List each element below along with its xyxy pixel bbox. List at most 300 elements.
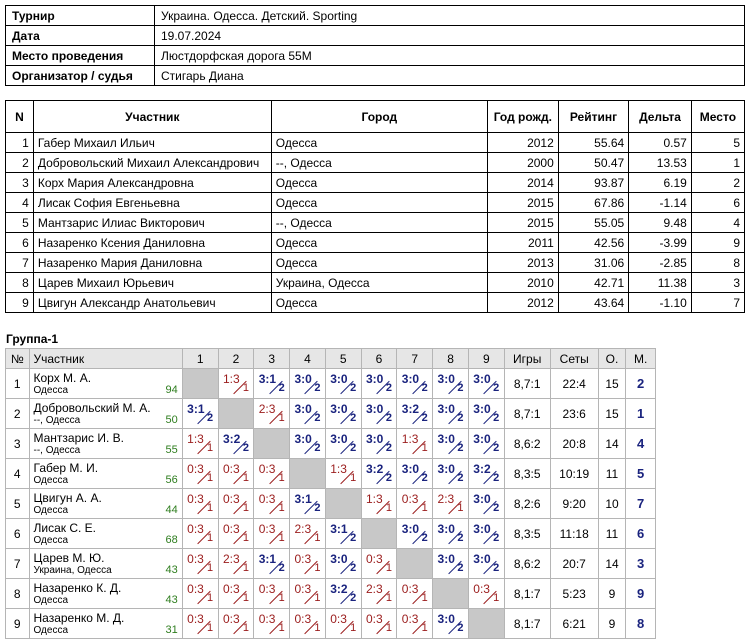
match-score [292, 551, 322, 573]
participant-cell: Корх Мария Александровна [33, 173, 271, 193]
participant-cell: 0.57 [629, 133, 692, 153]
participant-cell: 4 [6, 193, 34, 213]
match-score [221, 491, 251, 513]
match-score [471, 461, 501, 483]
match-points: 2 [421, 532, 428, 544]
match-score [185, 401, 215, 423]
participant-cell: 2015 [487, 213, 558, 233]
group-points: 14 [598, 549, 626, 579]
participants-header: Место [691, 101, 744, 133]
participant-cell: 31.06 [558, 253, 628, 273]
match-result-cell [433, 609, 469, 639]
match-result-cell [254, 519, 290, 549]
match-score [221, 611, 251, 633]
player-name: Царев М. Ю. [33, 551, 105, 565]
match-score-value: 0:3 [258, 492, 276, 506]
match-points: 1 [242, 622, 249, 634]
player-rating: 55 [165, 444, 178, 456]
participant-row [6, 273, 745, 293]
match-score-value: 3:0 [294, 372, 312, 386]
group-sets: 6:21 [550, 609, 598, 639]
match-score-value: 3:0 [294, 432, 312, 446]
match-points: 1 [421, 622, 428, 634]
grid-header-no: № [6, 349, 30, 369]
match-score-value: 3:2 [473, 462, 491, 476]
match-score [221, 581, 251, 603]
participant-cell: 42.56 [558, 233, 628, 253]
participant-cell: 9 [691, 233, 744, 253]
player-rating: 94 [165, 384, 178, 396]
group-points: 10 [598, 489, 626, 519]
grid-header-opponent: 5 [325, 349, 361, 369]
match-score [292, 491, 322, 513]
match-score-value: 3:0 [473, 492, 491, 506]
group-sets: 22:4 [550, 369, 598, 399]
info-row [6, 66, 745, 86]
place-value: 6 [637, 526, 645, 541]
diagonal-cell [397, 549, 433, 579]
group-sets: 5:23 [550, 579, 598, 609]
participants-header: Город [271, 101, 487, 133]
participant-cell: 2013 [487, 253, 558, 273]
match-points: 2 [457, 562, 464, 574]
match-result-cell [468, 519, 504, 549]
match-score [257, 551, 287, 573]
group-points: 11 [598, 459, 626, 489]
match-result-cell [290, 399, 326, 429]
match-points: 2 [421, 382, 428, 394]
match-score [400, 491, 430, 513]
match-score [400, 611, 430, 633]
match-result-cell [290, 579, 326, 609]
participant-row [6, 213, 745, 233]
place-value: 8 [637, 616, 645, 631]
participant-row [6, 133, 745, 153]
group-row-no: 7 [6, 549, 30, 579]
grid-header-place: М. [626, 349, 656, 369]
match-score-value: 3:0 [330, 552, 348, 566]
match-points: 1 [278, 622, 285, 634]
match-score-value: 3:0 [401, 462, 420, 476]
match-points: 2 [457, 442, 464, 454]
group-player-cell [29, 399, 182, 429]
group-row [6, 369, 656, 399]
participant-cell: 2 [6, 153, 34, 173]
group-place [626, 489, 656, 519]
match-result-cell [397, 579, 433, 609]
info-label: Место проведения [6, 46, 155, 66]
match-score-value: 0:3 [258, 612, 276, 626]
participant-cell: Назаренко Ксения Даниловна [33, 233, 271, 253]
match-score-value: 3:0 [437, 462, 455, 476]
participant-row [6, 153, 745, 173]
match-result-cell [218, 519, 254, 549]
match-score-value: 3:0 [437, 522, 455, 536]
match-result-cell [361, 489, 397, 519]
group-row [6, 429, 656, 459]
match-result-cell [325, 369, 361, 399]
match-result-cell [397, 399, 433, 429]
match-score [436, 611, 466, 633]
group-player-cell [29, 609, 182, 639]
participant-cell: 6.19 [629, 173, 692, 193]
group-player-cell [29, 519, 182, 549]
player-rating: 43 [165, 564, 178, 576]
match-result-cell [218, 429, 254, 459]
match-points: 1 [242, 502, 249, 514]
grid-header-opponent: 8 [433, 349, 469, 369]
match-score-value: 3:0 [437, 552, 455, 566]
match-result-cell [290, 549, 326, 579]
match-score-value: 3:0 [473, 552, 491, 566]
match-score-value: 2:3 [437, 492, 455, 506]
match-result-cell [397, 429, 433, 459]
diagonal-cell [254, 429, 290, 459]
participant-cell: 93.87 [558, 173, 628, 193]
match-score [364, 461, 394, 483]
participant-cell: 43.64 [558, 293, 628, 313]
match-score-value: 3:0 [473, 402, 491, 416]
participant-cell: 9.48 [629, 213, 692, 233]
match-score [185, 431, 215, 453]
match-score-value: 3:0 [294, 402, 312, 416]
match-score-value: 3:0 [330, 402, 348, 416]
group-games: 8,2:6 [504, 489, 550, 519]
match-score-value: 0:3 [258, 522, 276, 536]
participant-cell: 3 [6, 173, 34, 193]
match-score [257, 401, 287, 423]
group-place [626, 519, 656, 549]
participant-cell: Одесса [271, 173, 487, 193]
group-games: 8,7:1 [504, 399, 550, 429]
match-result-cell [468, 399, 504, 429]
match-points: 2 [493, 382, 500, 394]
match-score [257, 611, 287, 633]
player-name: Назаренко М. Д. [33, 611, 125, 625]
match-score-value: 0:3 [222, 462, 240, 476]
match-result-cell [468, 549, 504, 579]
match-score-value: 3:0 [437, 402, 455, 416]
match-points: 1 [207, 472, 214, 484]
match-score [185, 551, 215, 573]
match-result-cell [254, 609, 290, 639]
player-city: Одесса [33, 475, 69, 486]
group-points: 9 [598, 609, 626, 639]
match-score-value: 3:2 [222, 432, 241, 446]
match-result-cell [290, 609, 326, 639]
participant-cell: 3 [691, 273, 744, 293]
grid-header-opponent: 7 [397, 349, 433, 369]
player-name: Лисак С. Е. [33, 521, 97, 535]
match-result-cell [254, 579, 290, 609]
info-row [6, 26, 745, 46]
group-player-cell [29, 579, 182, 609]
match-score [364, 371, 394, 393]
match-score-value: 3:1 [330, 522, 348, 536]
player-rating: 44 [165, 504, 178, 516]
match-score-value: 0:3 [294, 582, 312, 596]
player-city: Одесса [33, 595, 69, 606]
match-points: 2 [493, 532, 500, 544]
diagonal-cell [325, 489, 361, 519]
match-points: 2 [457, 472, 464, 484]
match-score [400, 521, 430, 543]
participant-cell: 2012 [487, 293, 558, 313]
participant-cell: -1.14 [629, 193, 692, 213]
match-result-cell [433, 519, 469, 549]
group-games: 8,6:2 [504, 429, 550, 459]
match-points: 2 [350, 562, 357, 574]
match-points: 1 [207, 592, 214, 604]
match-points: 2 [207, 412, 214, 424]
match-score [221, 371, 251, 393]
match-score-value: 1:3 [366, 492, 383, 506]
participant-cell: Одесса [271, 133, 487, 153]
match-points: 1 [207, 532, 214, 544]
match-score [185, 581, 215, 603]
player-rating: 50 [165, 414, 178, 426]
match-points: 1 [207, 442, 214, 454]
match-result-cell [361, 429, 397, 459]
player-city: --, Одесса [33, 445, 81, 456]
match-points: 2 [242, 442, 249, 454]
match-score [185, 491, 215, 513]
match-score [471, 431, 501, 453]
match-points: 1 [385, 592, 392, 604]
match-points: 2 [421, 472, 428, 484]
group-row [6, 459, 656, 489]
match-score [328, 551, 358, 573]
group-place [626, 429, 656, 459]
match-points: 2 [314, 502, 321, 514]
match-score-value: 3:0 [473, 372, 491, 386]
match-score-value: 3:0 [401, 372, 420, 386]
participant-cell: --, Одесса [271, 153, 487, 173]
group-games: 8,7:1 [504, 369, 550, 399]
match-score [436, 491, 466, 513]
group-sets: 20:8 [550, 429, 598, 459]
match-score [328, 581, 358, 603]
participant-cell: 6 [6, 233, 34, 253]
participant-cell: -3.99 [629, 233, 692, 253]
group-row [6, 579, 656, 609]
grid-header-opponent: 9 [468, 349, 504, 369]
match-result-cell [254, 399, 290, 429]
participant-row [6, 233, 745, 253]
match-score [436, 401, 466, 423]
match-points: 2 [457, 382, 464, 394]
group-sets: 9:20 [550, 489, 598, 519]
participant-row [6, 293, 745, 313]
match-result-cell [468, 369, 504, 399]
group-player-cell [29, 549, 182, 579]
match-points: 2 [385, 442, 392, 454]
match-score [328, 371, 358, 393]
match-points: 2 [314, 442, 321, 454]
match-score [400, 431, 430, 453]
participant-cell: 1 [691, 153, 744, 173]
diagonal-cell [361, 519, 397, 549]
match-score-value: 0:3 [187, 582, 204, 596]
group-row [6, 519, 656, 549]
match-result-cell [182, 459, 218, 489]
match-points: 1 [385, 502, 392, 514]
info-value: Украина. Одесса. Детский. Sporting [155, 6, 745, 26]
match-score-value: 3:0 [366, 402, 384, 416]
match-result-cell [433, 399, 469, 429]
match-result-cell [325, 609, 361, 639]
match-result-cell [182, 429, 218, 459]
group-row [6, 549, 656, 579]
match-result-cell [182, 519, 218, 549]
group-points: 14 [598, 429, 626, 459]
match-result-cell [397, 369, 433, 399]
match-points: 2 [421, 412, 428, 424]
group-player-cell [29, 489, 182, 519]
match-score [221, 461, 251, 483]
match-points: 1 [385, 562, 392, 574]
match-points: 1 [421, 592, 428, 604]
match-score [400, 371, 430, 393]
group-games: 8,3:5 [504, 519, 550, 549]
match-score [364, 611, 394, 633]
group-place [626, 609, 656, 639]
group-row-no: 2 [6, 399, 30, 429]
diagonal-cell [182, 369, 218, 399]
match-result-cell [254, 489, 290, 519]
group-row-no: 9 [6, 609, 30, 639]
participant-cell: 5 [6, 213, 34, 233]
match-score-value: 0:3 [222, 582, 240, 596]
match-score-value: 0:3 [294, 612, 312, 626]
match-score [436, 461, 466, 483]
group-games: 8,3:5 [504, 459, 550, 489]
match-score-value: 0:3 [187, 492, 204, 506]
player-rating: 43 [165, 594, 178, 606]
group-row-no: 4 [6, 459, 30, 489]
player-city: Украина, Одесса [33, 565, 112, 576]
match-score [185, 611, 215, 633]
match-score-value: 1:3 [330, 462, 347, 476]
participant-cell: 2000 [487, 153, 558, 173]
participant-cell: 7 [6, 253, 34, 273]
match-score [185, 461, 215, 483]
match-points: 1 [314, 532, 321, 544]
player-name: Корх М. А. [33, 371, 92, 385]
group-sets: 11:18 [550, 519, 598, 549]
player-city: Одесса [33, 385, 69, 396]
match-score-value: 0:3 [222, 522, 240, 536]
player-name: Назаренко К. Д. [33, 581, 122, 595]
participant-cell: Одесса [271, 293, 487, 313]
match-result-cell [254, 459, 290, 489]
grid-header-points: О. [598, 349, 626, 369]
group-games: 8,1:7 [504, 609, 550, 639]
player-rating: 68 [165, 534, 178, 546]
match-score [328, 401, 358, 423]
match-score [471, 521, 501, 543]
player-city: Одесса [33, 535, 69, 546]
participant-cell: 2 [691, 173, 744, 193]
match-score-value: 1:3 [222, 372, 240, 386]
match-result-cell [468, 489, 504, 519]
match-score-value: 3:0 [473, 522, 491, 536]
match-points: 2 [385, 382, 392, 394]
group-games: 8,1:7 [504, 579, 550, 609]
match-score [400, 461, 430, 483]
grid-header-games: Игры [504, 349, 550, 369]
match-points: 1 [242, 592, 249, 604]
participant-cell: 2010 [487, 273, 558, 293]
participant-cell: 2011 [487, 233, 558, 253]
participants-table [5, 100, 745, 313]
grid-header-opponent: 6 [361, 349, 397, 369]
match-score [436, 521, 466, 543]
match-points: 2 [350, 382, 357, 394]
participant-cell: 55.05 [558, 213, 628, 233]
match-score-value: 0:3 [366, 552, 383, 566]
participant-cell: 9 [6, 293, 34, 313]
match-score [471, 401, 501, 423]
match-points: 2 [457, 412, 464, 424]
match-points: 2 [385, 412, 392, 424]
match-points: 2 [493, 562, 500, 574]
participant-cell: Украина, Одесса [271, 273, 487, 293]
match-result-cell [182, 489, 218, 519]
place-value: 1 [637, 406, 645, 421]
match-points: 1 [242, 382, 249, 394]
group-games: 8,6:2 [504, 549, 550, 579]
match-points: 2 [314, 412, 321, 424]
participant-cell: Назаренко Мария Даниловна [33, 253, 271, 273]
match-result-cell [433, 459, 469, 489]
match-result-cell [361, 549, 397, 579]
participants-header: Дельта [629, 101, 692, 133]
participant-cell: -1.10 [629, 293, 692, 313]
match-score [436, 431, 466, 453]
match-score [221, 521, 251, 543]
info-value: Стигарь Диана [155, 66, 745, 86]
match-score-value: 3:1 [258, 552, 277, 566]
match-score [364, 401, 394, 423]
participant-row [6, 173, 745, 193]
participant-cell: 55.64 [558, 133, 628, 153]
match-result-cell [397, 489, 433, 519]
match-score-value: 1:3 [401, 432, 419, 446]
match-points: 1 [278, 592, 285, 604]
match-score [436, 371, 466, 393]
match-score [292, 521, 322, 543]
match-score [471, 371, 501, 393]
group-title: Группа-1 [6, 332, 59, 346]
match-score-value: 0:3 [366, 612, 383, 626]
match-score-value: 3:0 [437, 612, 455, 626]
match-result-cell [254, 369, 290, 399]
match-points: 1 [242, 562, 249, 574]
info-value: Люстдорфская дорога 55М [155, 46, 745, 66]
participant-cell: 6 [691, 193, 744, 213]
player-rating: 31 [165, 624, 178, 636]
participant-cell: 13.53 [629, 153, 692, 173]
match-score [185, 521, 215, 543]
match-result-cell [468, 579, 504, 609]
match-points: 2 [350, 412, 357, 424]
participant-cell: Добровольский Михаил Александрович [33, 153, 271, 173]
match-score-value: 2:3 [366, 582, 383, 596]
group-player-cell [29, 429, 182, 459]
match-score [328, 461, 358, 483]
match-result-cell [361, 579, 397, 609]
